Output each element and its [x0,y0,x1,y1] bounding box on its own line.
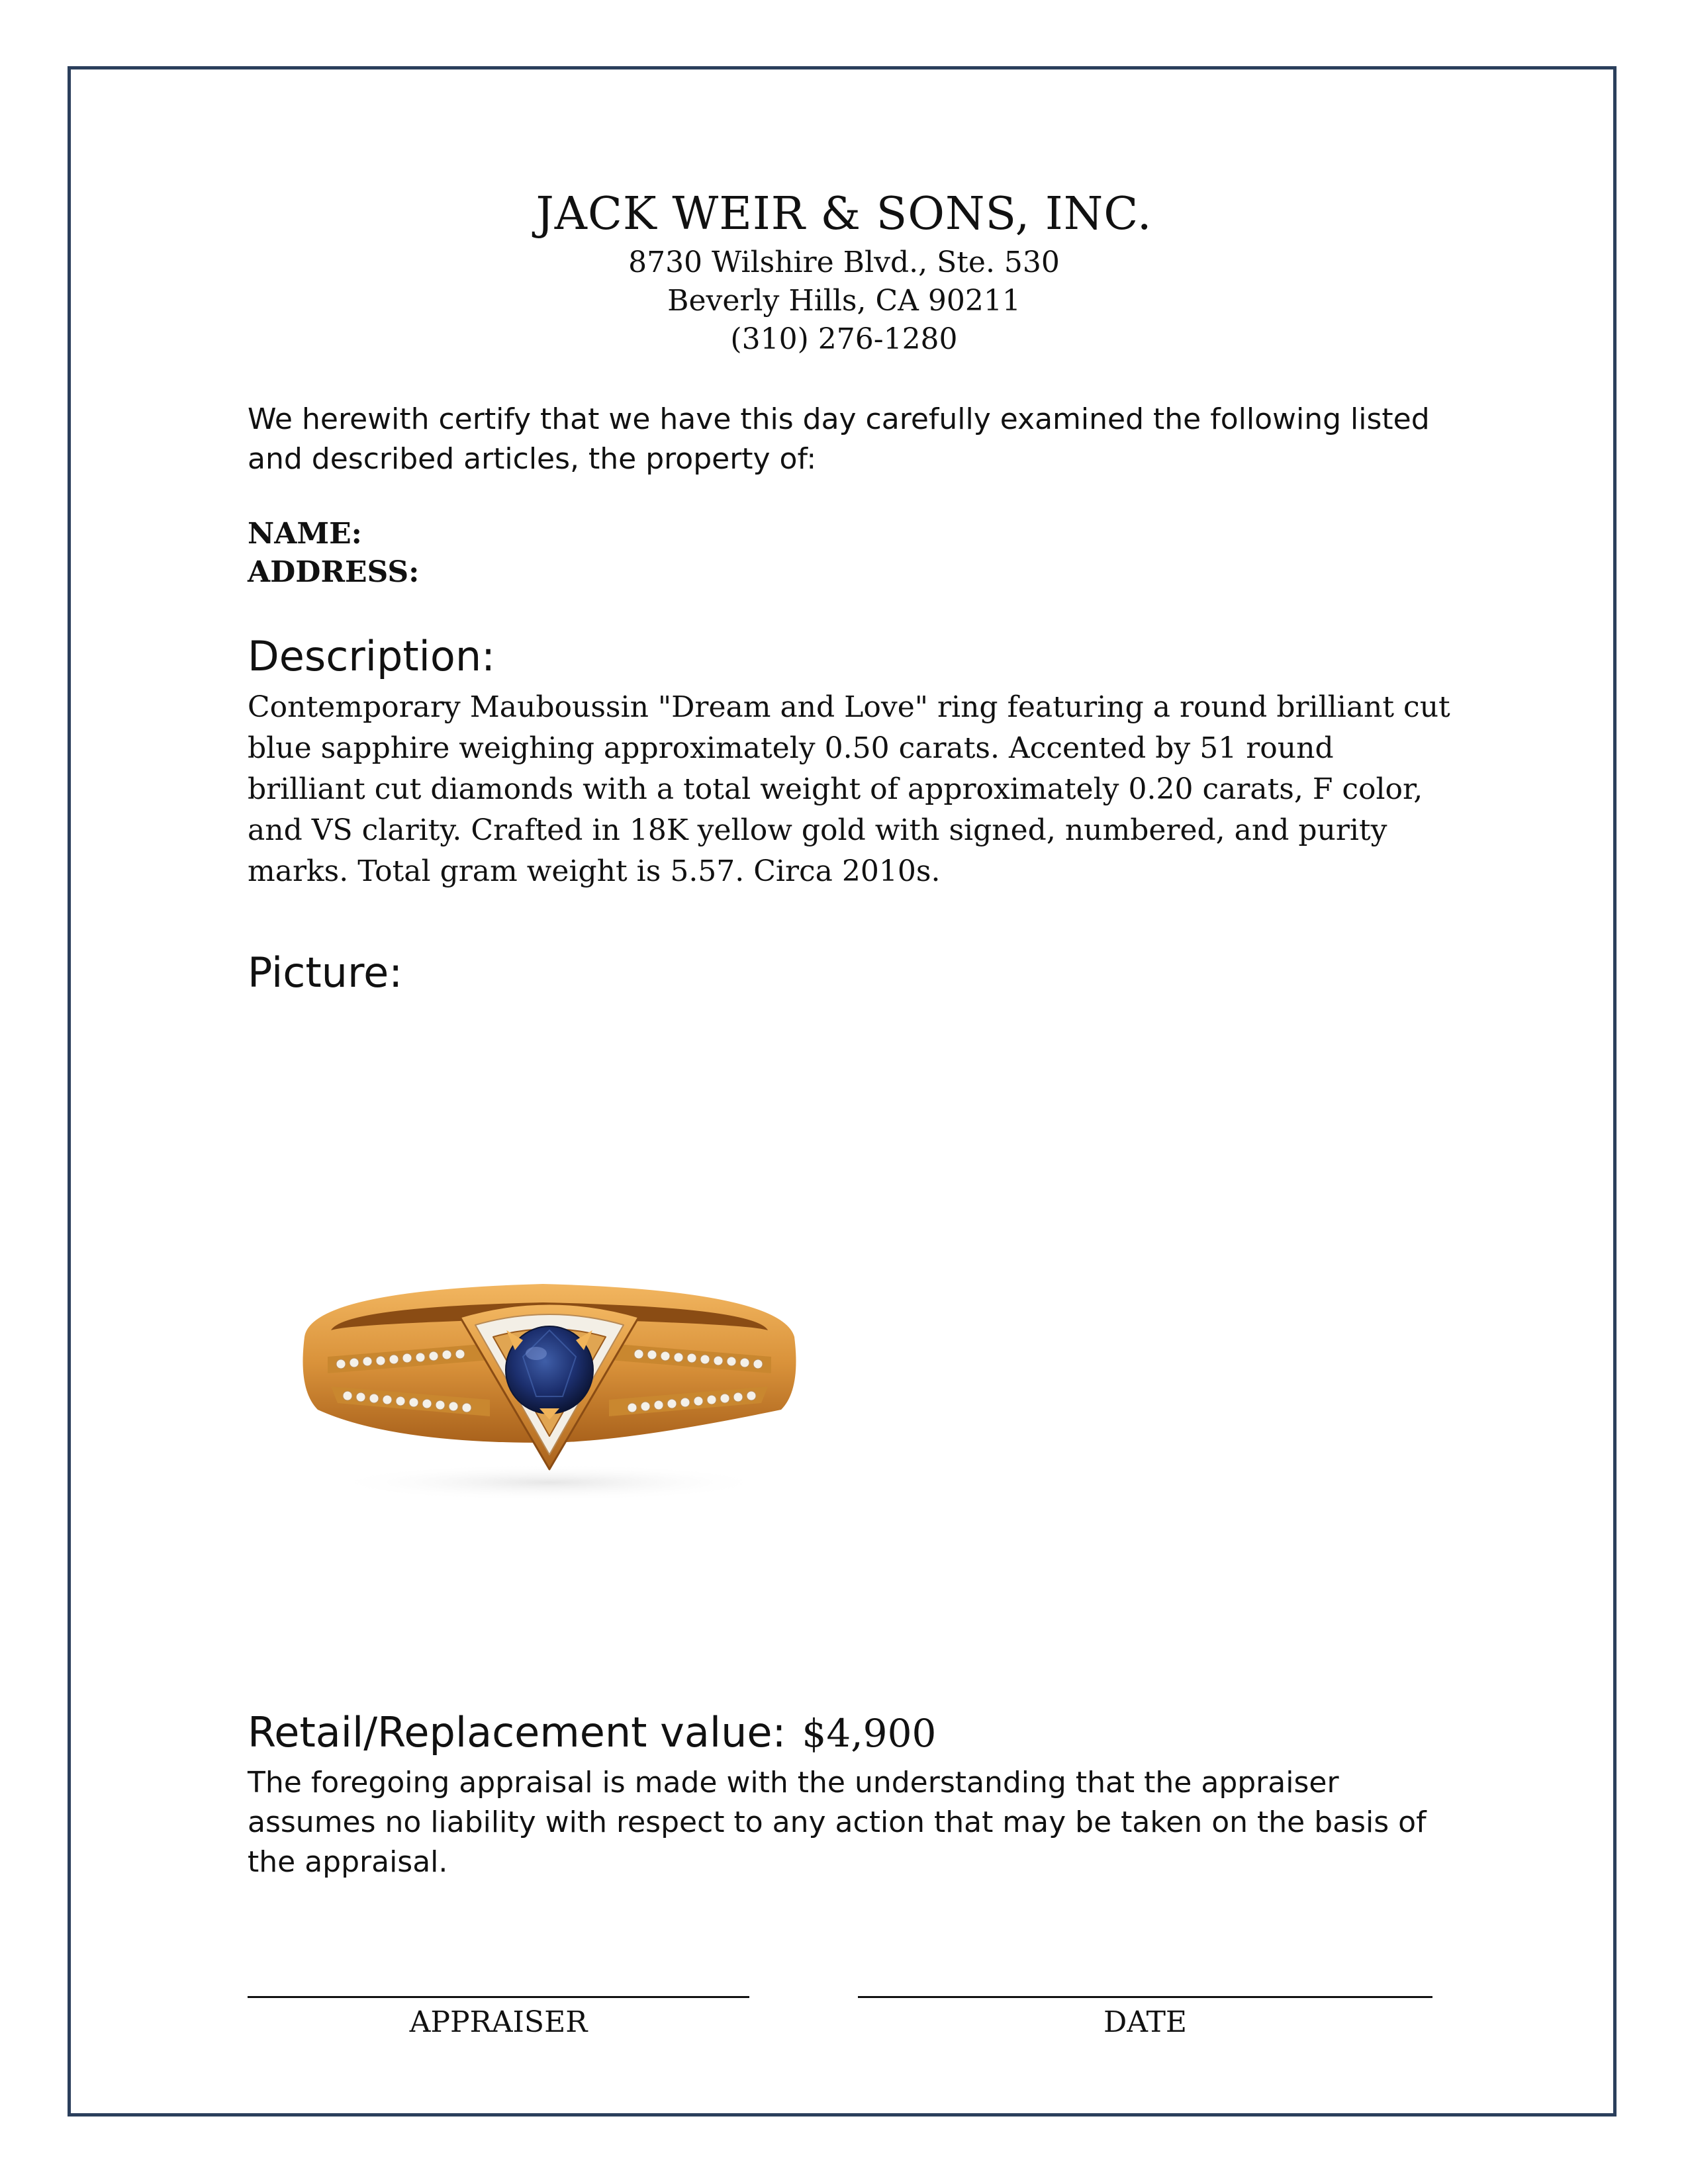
company-name: JACK WEIR & SONS, INC. [536,188,1152,240]
picture-heading: Picture: [248,948,403,997]
name-label: NAME: [248,517,362,551]
certification-text: We herewith certify that we have this day carefully examined the following listed and described articles, the property of: [248,402,1430,476]
date-signature-line [858,1996,1432,1998]
value-amount: $4,900 [802,1711,937,1756]
description-text: Contemporary Mauboussin "Dream and Love" ring featuring a round brilliant cut blue sapphire weighing approximately 0.50 carats. Accented by 51 round brilliant cut diamonds with a total weight of approximately 0.20 carats, F color, and VS clarity. Crafted in 18K yellow gold with signed, numbered, and purity marks. Total gram weight is 5.57. Circa 2010s. [248,690,1450,888]
appraiser-label: APPRAISER [409,2005,588,2039]
address-line-2: Beverly Hills, CA 90211 [667,284,1021,318]
description-heading: Description: [248,632,495,680]
value-label: Retail/Replacement value: [248,1708,786,1756]
disclaimer-text: The foregoing appraisal is made with the understanding that the appraiser assumes no liability with respect to any action that may be taken on the basis of the appraisal. [248,1766,1427,1879]
address-line-1: 8730 Wilshire Blvd., Ste. 530 [628,246,1060,279]
date-label: DATE [1103,2005,1188,2039]
ring-photo [291,1244,808,1509]
replacement-value [248,1706,1459,1760]
phone-number: (310) 276-1280 [730,322,958,356]
address-label: ADDRESS: [248,555,420,589]
letterhead [0,185,1688,359]
owner-fields [248,515,1459,592]
appraiser-signature-line [248,1996,749,1998]
